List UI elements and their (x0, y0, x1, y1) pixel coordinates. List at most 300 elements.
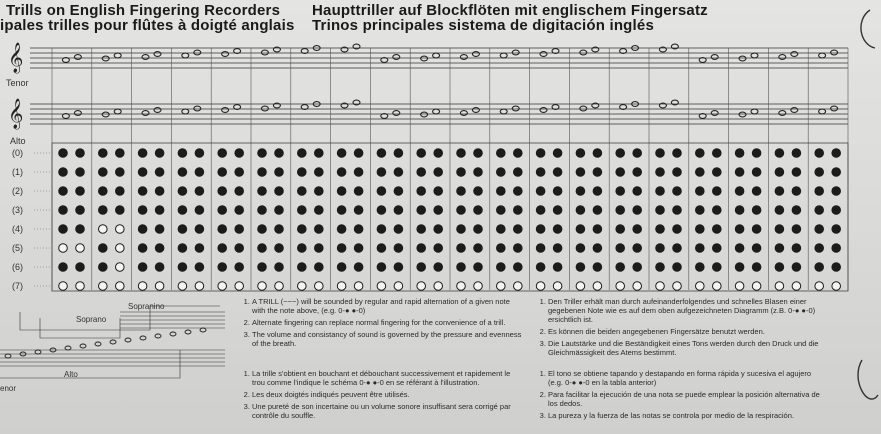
closed-hole-dot (417, 225, 426, 234)
open-hole-dot (673, 282, 682, 291)
closed-hole-dot (815, 225, 824, 234)
closed-hole-dot (155, 244, 164, 253)
closed-hole-dot (258, 187, 267, 196)
closed-hole-dot (76, 225, 85, 234)
closed-hole-dot (155, 187, 164, 196)
closed-hole-dot (815, 149, 824, 158)
tenor-note (194, 50, 201, 55)
closed-hole-dot (553, 187, 562, 196)
open-hole-dot (116, 244, 125, 253)
closed-hole-dot (258, 206, 267, 215)
range-note (65, 346, 71, 350)
open-hole-dot (696, 282, 705, 291)
closed-hole-dot (195, 168, 204, 177)
closed-hole-dot (417, 168, 426, 177)
closed-hole-dot (275, 149, 284, 158)
closed-hole-dot (696, 244, 705, 253)
alto-note (222, 108, 229, 113)
closed-hole-dot (394, 225, 403, 234)
closed-hole-dot (696, 206, 705, 215)
alto-note (500, 109, 507, 114)
open-hole-dot (775, 282, 784, 291)
closed-hole-dot (76, 149, 85, 158)
closed-hole-dot (633, 206, 642, 215)
closed-hole-dot (576, 225, 585, 234)
title-es: Trinos principales sistema de digitación inglés (312, 17, 654, 34)
closed-hole-dot (593, 244, 602, 253)
range-label-tenor: enor (0, 384, 17, 393)
closed-hole-dot (457, 206, 466, 215)
closed-hole-dot (633, 244, 642, 253)
open-hole-dot (195, 282, 204, 291)
note-en-2: 2. Alternate fingering can replace normal fingering for the convenience of a trill. (252, 318, 525, 327)
closed-hole-dot (474, 206, 483, 215)
title-de: Haupttriller auf Blockflöten mit englischem Fingersatz (312, 2, 708, 19)
closed-hole-dot (417, 263, 426, 272)
closed-hole-dot (633, 149, 642, 158)
closed-hole-dot (832, 187, 841, 196)
closed-hole-dot (275, 168, 284, 177)
closed-hole-dot (696, 187, 705, 196)
closed-hole-dot (536, 225, 545, 234)
closed-hole-dot (713, 187, 722, 196)
open-hole-dot (593, 282, 602, 291)
closed-hole-dot (815, 168, 824, 177)
note-fr-2: 2. Les deux doigtés indiqués peuvent être utilisés. (252, 390, 525, 399)
open-hole-dot (59, 282, 68, 291)
closed-hole-dot (354, 244, 363, 253)
alto-note (711, 111, 718, 116)
closed-hole-dot (337, 244, 346, 253)
closed-hole-dot (457, 149, 466, 158)
closed-hole-dot (576, 187, 585, 196)
closed-hole-dot (298, 263, 307, 272)
closed-hole-dot (394, 206, 403, 215)
closed-hole-dot (593, 206, 602, 215)
closed-hole-dot (514, 187, 523, 196)
hole-label-1: (1) (12, 167, 23, 177)
tenor-note (512, 50, 519, 55)
closed-hole-dot (298, 149, 307, 158)
closed-hole-dot (76, 187, 85, 196)
closed-hole-dot (377, 168, 386, 177)
hole-label-4: (4) (12, 224, 23, 234)
closed-hole-dot (195, 149, 204, 158)
closed-hole-dot (354, 168, 363, 177)
closed-hole-dot (178, 149, 187, 158)
closed-hole-dot (656, 187, 665, 196)
closed-hole-dot (832, 206, 841, 215)
closed-hole-dot (218, 187, 227, 196)
closed-hole-dot (593, 225, 602, 234)
closed-hole-dot (815, 206, 824, 215)
closed-hole-dot (832, 225, 841, 234)
tenor-note (261, 50, 268, 55)
closed-hole-dot (195, 206, 204, 215)
closed-hole-dot (138, 263, 147, 272)
closed-hole-dot (832, 168, 841, 177)
closed-hole-dot (258, 149, 267, 158)
closed-hole-dot (593, 187, 602, 196)
closed-hole-dot (178, 244, 187, 253)
closed-hole-dot (235, 206, 244, 215)
closed-hole-dot (337, 225, 346, 234)
tenor-note (222, 52, 229, 57)
closed-hole-dot (735, 149, 744, 158)
closed-hole-dot (775, 263, 784, 272)
tenor-note (831, 50, 838, 55)
closed-hole-dot (59, 187, 68, 196)
closed-hole-dot (656, 149, 665, 158)
closed-hole-dot (354, 187, 363, 196)
open-hole-dot (76, 282, 85, 291)
closed-hole-dot (673, 206, 682, 215)
closed-hole-dot (474, 168, 483, 177)
closed-hole-dot (59, 206, 68, 215)
closed-hole-dot (775, 206, 784, 215)
closed-hole-dot (735, 225, 744, 234)
tenor-note (819, 53, 826, 58)
closed-hole-dot (434, 263, 443, 272)
note-de-3: 3. Die Lautstärke und die Beständigkeit eines Tons werden durch den Druck und die Gleichmässigkeit des Atems bestimmt. (548, 339, 826, 357)
closed-hole-dot (713, 149, 722, 158)
closed-hole-dot (514, 206, 523, 215)
closed-hole-dot (775, 168, 784, 177)
closed-hole-dot (673, 263, 682, 272)
closed-hole-dot (99, 244, 108, 253)
closed-hole-dot (673, 225, 682, 234)
open-hole-dot (474, 282, 483, 291)
tenor-note (540, 52, 547, 57)
tenor-note (779, 55, 786, 60)
closed-hole-dot (474, 149, 483, 158)
closed-hole-dot (178, 225, 187, 234)
note-en-1: 1. A TRILL (~~~) will be sounded by regular and rapid alternation of a given note with the note above, (e.g. 0-● ●-0) (252, 297, 525, 315)
open-hole-dot (116, 282, 125, 291)
closed-hole-dot (434, 187, 443, 196)
closed-hole-dot (116, 206, 125, 215)
closed-hole-dot (315, 225, 324, 234)
closed-hole-dot (536, 149, 545, 158)
closed-hole-dot (735, 206, 744, 215)
open-hole-dot (218, 282, 227, 291)
open-hole-dot (116, 225, 125, 234)
open-hole-dot (116, 263, 125, 272)
closed-hole-dot (275, 187, 284, 196)
closed-hole-dot (178, 263, 187, 272)
closed-hole-dot (457, 168, 466, 177)
closed-hole-dot (434, 225, 443, 234)
range-note (35, 350, 41, 354)
closed-hole-dot (258, 244, 267, 253)
closed-hole-dot (59, 168, 68, 177)
closed-hole-dot (474, 225, 483, 234)
closed-hole-dot (514, 263, 523, 272)
open-hole-dot (752, 282, 761, 291)
range-label-alto: Alto (64, 370, 78, 379)
open-hole-dot (576, 282, 585, 291)
tenor-note (182, 53, 189, 58)
range-label-soprano: Soprano (76, 315, 107, 324)
closed-hole-dot (99, 187, 108, 196)
open-hole-dot (457, 282, 466, 291)
tenor-note (433, 53, 440, 58)
closed-hole-dot (633, 187, 642, 196)
note-es-1: 1. El tono se obtiene tapando y destapando en forma rápida y sucesiva el agujero (e.g. 0-● ●-0 en la tabla anterior) (548, 369, 826, 387)
closed-hole-dot (713, 168, 722, 177)
range-note (170, 332, 176, 336)
closed-hole-dot (633, 263, 642, 272)
alto-note (154, 108, 161, 113)
closed-hole-dot (258, 168, 267, 177)
alto-note (102, 112, 109, 117)
closed-hole-dot (298, 206, 307, 215)
closed-hole-dot (656, 244, 665, 253)
tenor-note (711, 55, 718, 60)
closed-hole-dot (696, 225, 705, 234)
closed-hole-dot (195, 263, 204, 272)
closed-hole-dot (218, 225, 227, 234)
closed-hole-dot (337, 187, 346, 196)
closed-hole-dot (735, 168, 744, 177)
open-hole-dot (394, 282, 403, 291)
closed-hole-dot (497, 263, 506, 272)
alto-note (819, 109, 826, 114)
alto-note (779, 111, 786, 116)
tenor-note (102, 56, 109, 61)
closed-hole-dot (713, 206, 722, 215)
closed-hole-dot (576, 206, 585, 215)
closed-hole-dot (99, 168, 108, 177)
closed-hole-dot (394, 263, 403, 272)
notes-spanish (536, 369, 826, 423)
open-hole-dot (337, 282, 346, 291)
closed-hole-dot (616, 225, 625, 234)
closed-hole-dot (553, 225, 562, 234)
note-en-3: 3. The volume and consistancy of sound is governed by the pressure and evenness of the breath. (252, 330, 525, 348)
closed-hole-dot (337, 206, 346, 215)
closed-hole-dot (116, 187, 125, 196)
closed-hole-dot (832, 263, 841, 272)
closed-hole-dot (377, 206, 386, 215)
closed-hole-dot (497, 149, 506, 158)
range-note (155, 334, 161, 338)
closed-hole-dot (315, 168, 324, 177)
alto-note (472, 108, 479, 113)
closed-hole-dot (99, 149, 108, 158)
note-de-1: 1. Den Triller erhält man durch aufeinanderfolgendes und schnelles Blasen einer gegebenen Note wie es auf dem oben aufgezeichneten Diagramm (z.B. 0-● ●-0) ersichtlich ist. (548, 297, 826, 324)
title-en: Trills on English Fingering Recorders (6, 2, 281, 19)
closed-hole-dot (138, 225, 147, 234)
open-hole-dot (99, 225, 108, 234)
closed-hole-dot (553, 263, 562, 272)
closed-hole-dot (497, 168, 506, 177)
alto-note (194, 106, 201, 111)
closed-hole-dot (497, 244, 506, 253)
closed-hole-dot (155, 149, 164, 158)
closed-hole-dot (377, 263, 386, 272)
tenor-note (500, 53, 507, 58)
hole-label-0: (0) (12, 148, 23, 158)
closed-hole-dot (673, 149, 682, 158)
closed-hole-dot (553, 149, 562, 158)
closed-hole-dot (354, 225, 363, 234)
open-hole-dot (656, 282, 665, 291)
closed-hole-dot (138, 168, 147, 177)
closed-hole-dot (457, 225, 466, 234)
closed-hole-dot (713, 263, 722, 272)
closed-hole-dot (315, 206, 324, 215)
closed-hole-dot (457, 263, 466, 272)
closed-hole-dot (354, 206, 363, 215)
alto-note (540, 108, 547, 113)
closed-hole-dot (275, 206, 284, 215)
open-hole-dot (59, 244, 68, 253)
closed-hole-dot (514, 244, 523, 253)
staff-label-alto: Alto (10, 136, 26, 146)
closed-hole-dot (792, 187, 801, 196)
closed-hole-dot (434, 149, 443, 158)
open-hole-dot (417, 282, 426, 291)
closed-hole-dot (76, 263, 85, 272)
closed-hole-dot (315, 149, 324, 158)
open-hole-dot (792, 282, 801, 291)
alto-note (433, 109, 440, 114)
alto-note (421, 112, 428, 117)
closed-hole-dot (815, 187, 824, 196)
alto-note (751, 109, 758, 114)
range-note (110, 340, 116, 344)
closed-hole-dot (832, 149, 841, 158)
closed-hole-dot (315, 244, 324, 253)
closed-hole-dot (394, 187, 403, 196)
open-hole-dot (178, 282, 187, 291)
range-note (80, 344, 86, 348)
alto-note (74, 111, 81, 116)
tenor-note (74, 55, 81, 60)
closed-hole-dot (735, 244, 744, 253)
range-note (125, 338, 131, 342)
tenor-note (791, 52, 798, 57)
alto-note (182, 109, 189, 114)
closed-hole-dot (497, 206, 506, 215)
closed-hole-dot (553, 244, 562, 253)
tenor-note (421, 56, 428, 61)
alto-note (739, 112, 746, 117)
tenor-note (114, 53, 121, 58)
closed-hole-dot (195, 187, 204, 196)
closed-hole-dot (434, 168, 443, 177)
range-note (5, 354, 11, 358)
closed-hole-dot (775, 187, 784, 196)
title-fr: ipales trilles pour flûtes à doigté anglais (0, 17, 295, 34)
closed-hole-dot (673, 168, 682, 177)
open-hole-dot (832, 282, 841, 291)
closed-hole-dot (315, 187, 324, 196)
closed-hole-dot (116, 149, 125, 158)
range-label-sopranino: Sopranino (128, 302, 165, 311)
open-hole-dot (354, 282, 363, 291)
closed-hole-dot (354, 149, 363, 158)
closed-hole-dot (138, 206, 147, 215)
closed-hole-dot (553, 168, 562, 177)
closed-hole-dot (218, 206, 227, 215)
closed-hole-dot (656, 168, 665, 177)
closed-hole-dot (514, 149, 523, 158)
closed-hole-dot (696, 149, 705, 158)
closed-hole-dot (275, 263, 284, 272)
alto-note (512, 106, 519, 111)
closed-hole-dot (434, 244, 443, 253)
closed-hole-dot (792, 149, 801, 158)
closed-hole-dot (713, 225, 722, 234)
closed-hole-dot (656, 225, 665, 234)
closed-hole-dot (713, 244, 722, 253)
closed-hole-dot (315, 263, 324, 272)
range-note (185, 330, 191, 334)
closed-hole-dot (195, 244, 204, 253)
alto-note (460, 111, 467, 116)
tenor-note (751, 53, 758, 58)
open-hole-dot (536, 282, 545, 291)
closed-hole-dot (536, 187, 545, 196)
note-de-2: 2. Es können die beiden angegebenen Fingersätze benutzt werden. (548, 327, 826, 336)
closed-hole-dot (536, 168, 545, 177)
closed-hole-dot (99, 263, 108, 272)
closed-hole-dot (752, 225, 761, 234)
closed-hole-dot (696, 168, 705, 177)
open-hole-dot (497, 282, 506, 291)
closed-hole-dot (775, 149, 784, 158)
closed-hole-dot (155, 263, 164, 272)
closed-hole-dot (235, 187, 244, 196)
open-hole-dot (514, 282, 523, 291)
tenor-note (580, 50, 587, 55)
closed-hole-dot (673, 187, 682, 196)
closed-hole-dot (593, 149, 602, 158)
closed-hole-dot (792, 225, 801, 234)
hole-label-5: (5) (12, 243, 23, 253)
hole-label-3: (3) (12, 205, 23, 215)
closed-hole-dot (138, 149, 147, 158)
closed-hole-dot (235, 244, 244, 253)
hole-label-6: (6) (12, 262, 23, 272)
open-hole-dot (155, 282, 164, 291)
closed-hole-dot (752, 206, 761, 215)
tenor-note (472, 52, 479, 57)
open-hole-dot (76, 244, 85, 253)
closed-hole-dot (275, 225, 284, 234)
closed-hole-dot (155, 168, 164, 177)
closed-hole-dot (275, 244, 284, 253)
hole-label-7: (7) (12, 281, 23, 291)
closed-hole-dot (752, 263, 761, 272)
closed-hole-dot (394, 168, 403, 177)
closed-hole-dot (536, 206, 545, 215)
closed-hole-dot (377, 225, 386, 234)
closed-hole-dot (616, 206, 625, 215)
closed-hole-dot (656, 206, 665, 215)
closed-hole-dot (218, 263, 227, 272)
closed-hole-dot (59, 225, 68, 234)
closed-hole-dot (218, 168, 227, 177)
closed-hole-dot (656, 263, 665, 272)
open-hole-dot (735, 282, 744, 291)
range-note (95, 342, 101, 346)
closed-hole-dot (696, 263, 705, 272)
closed-hole-dot (536, 263, 545, 272)
closed-hole-dot (752, 244, 761, 253)
